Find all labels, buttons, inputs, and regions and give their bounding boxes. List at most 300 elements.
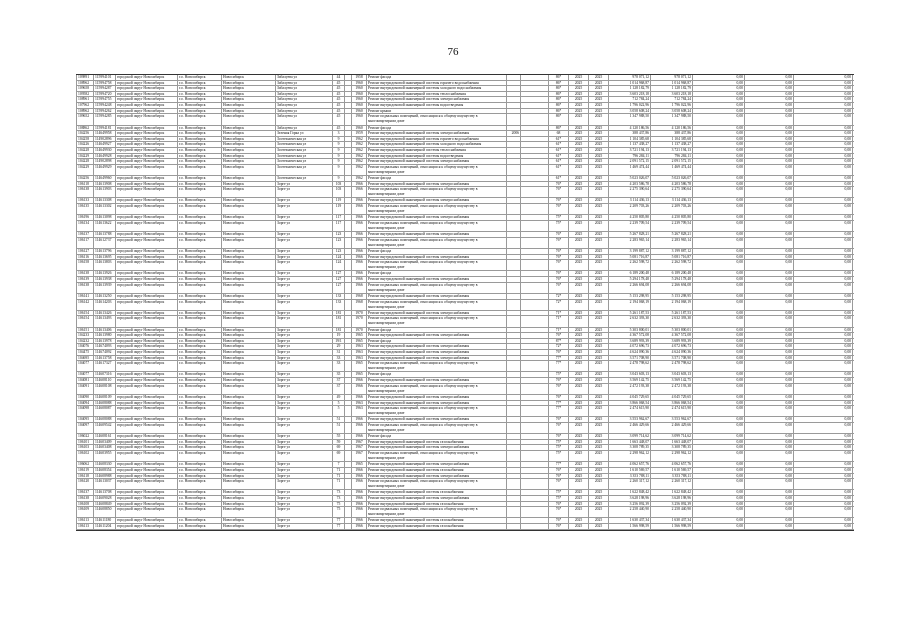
house-number-cell: 59: [333, 440, 345, 445]
blank-cell: [521, 468, 549, 473]
blank-cell: [345, 378, 352, 383]
end-year-cell: 2025: [589, 417, 609, 422]
work-type-cell: Ремонт подвальных помещений, относящихся к общему имуществу в многоквартирном доме: [367, 300, 507, 310]
house-code-cell: 114649929: [94, 165, 116, 175]
work-type-cell: Ремонт подвальных помещений, относящихся к общему имуществу в многоквартирном доме: [367, 187, 507, 197]
federal-funds-cell: 0,00: [693, 462, 745, 467]
municipality-cell: городской округ Новосибирск: [116, 215, 178, 220]
build-year-cell: 1962: [352, 159, 367, 164]
total-cost-cell: 3 256 092,39: [609, 502, 651, 507]
federal-funds-cell: 0,00: [693, 311, 745, 316]
local-funds-cell: 0,00: [794, 502, 853, 507]
house-code-cell: 115994758: [94, 81, 116, 86]
locality-cell: Новосибирск: [222, 148, 276, 153]
house-code-cell: 114611204: [94, 524, 116, 529]
overhaul-year-cell: [507, 333, 521, 338]
house-number-cell: 123: [333, 238, 345, 248]
regional-funds-cell: 0,00: [745, 187, 794, 197]
settlement-cell: г.о. Новосибирск: [178, 187, 222, 197]
local-funds-cell: 0,00: [794, 518, 853, 523]
street-cell: Зорге ул: [276, 328, 333, 333]
street-cell: Забалуева ул: [276, 114, 333, 124]
local-funds-cell: 0,00: [794, 406, 853, 416]
overhaul-year-cell: [507, 440, 521, 445]
table-row: [76, 479, 854, 490]
total-cost-cell: 5 081 716,87: [609, 255, 651, 260]
regional-funds-cell: 0,00: [745, 350, 794, 355]
work-type-cell: Ремонт внутридомовой инженерной системы холодного водоснабжения: [367, 86, 507, 91]
settlement-cell: г.о. Новосибирск: [178, 524, 222, 529]
record-id-cell: 106137: [76, 490, 94, 495]
fund-cost-cell: 3 603 218,18: [651, 92, 693, 97]
street-cell: Зорге ул: [276, 440, 333, 445]
overhaul-year-cell: [507, 187, 521, 197]
regional-funds-cell: 0,00: [745, 294, 794, 299]
locality-cell: Новосибирск: [222, 479, 276, 489]
fund-cost-cell: 2 239 709,54: [651, 221, 693, 231]
fund-cost-cell: 388 437,86: [651, 131, 693, 136]
locality-cell: Новосибирск: [222, 311, 276, 316]
municipality-cell: городской округ Новосибирск: [116, 344, 178, 349]
house-number-cell: 45: [333, 86, 345, 91]
blank-cell: [521, 507, 549, 517]
street-cell: Зорге ул: [276, 333, 333, 338]
locality-cell: Новосибирск: [222, 154, 276, 159]
blank-cell: [521, 328, 549, 333]
fund-cost-cell: 3 571 708,90: [651, 356, 693, 361]
work-type-cell: Ремонт подвальных помещений, относящихся к общему имуществу в многоквартирном доме: [367, 361, 507, 371]
federal-funds-cell: 0,00: [693, 378, 745, 383]
total-cost-cell: 2 239 709,54: [609, 221, 651, 231]
wear-cell: 76*: [549, 255, 569, 260]
wear-cell: 76*: [549, 204, 569, 214]
federal-funds-cell: 0,00: [693, 131, 745, 136]
local-funds-cell: 0,00: [794, 255, 853, 260]
end-year-cell: 2025: [589, 328, 609, 333]
regional-funds-cell: 0,00: [745, 440, 794, 445]
work-type-cell: Ремонт внутридомовой инженерной системы электроснабжения: [367, 311, 507, 316]
municipality-cell: городской округ Новосибирск: [116, 198, 178, 203]
blank-cell: [345, 401, 352, 406]
regional-funds-cell: 0,00: [745, 384, 794, 394]
house-code-cell: 115994720: [94, 92, 116, 97]
end-year-cell: 2025: [589, 260, 609, 270]
house-number-cell: 45: [333, 92, 345, 97]
fund-cost-cell: 1 566 998,59: [651, 524, 693, 529]
house-number-cell: 44: [333, 75, 345, 80]
fund-cost-cell: 2 260 317,12: [651, 479, 693, 489]
blank-cell: [345, 356, 352, 361]
record-id-cell: 106138: [76, 496, 94, 501]
build-year-cell: 1966: [352, 507, 367, 517]
overhaul-year-cell: [507, 395, 521, 400]
local-funds-cell: 0,00: [794, 126, 853, 131]
record-id-cell: 106113: [76, 524, 94, 529]
blank-cell: [345, 524, 352, 529]
total-cost-cell: 1 014 968,87: [609, 81, 651, 86]
overhaul-year-cell: [507, 176, 521, 181]
wear-cell: 86*: [549, 97, 569, 102]
overhaul-year-cell: [507, 75, 521, 80]
house-number-cell: 119: [333, 204, 345, 214]
settlement-cell: г.о. Новосибирск: [178, 114, 222, 124]
blank-cell: [345, 260, 352, 270]
work-type-cell: Ремонт фасада: [367, 126, 507, 131]
work-type-cell: Ремонт внутридомовой инженерной системы электроснабжения: [367, 395, 507, 400]
street-cell: Зоотехническая ул: [276, 154, 333, 159]
total-cost-cell: 1 137 438,27: [609, 142, 651, 147]
local-funds-cell: 0,00: [794, 294, 853, 299]
wear-cell: 75*: [549, 451, 569, 461]
house-number-cell: 45: [333, 109, 345, 114]
federal-funds-cell: 0,00: [693, 148, 745, 153]
blank-cell: [345, 328, 352, 333]
blank-cell: [345, 406, 352, 416]
local-funds-cell: 0,00: [794, 395, 853, 400]
total-cost-cell: 4 045 729,65: [609, 395, 651, 400]
blank-cell: [521, 401, 549, 406]
build-year-cell: 1967: [352, 440, 367, 445]
locality-cell: Новосибирск: [222, 339, 276, 344]
total-cost-cell: 2 283 965,14: [609, 238, 651, 248]
table-row: [76, 187, 854, 198]
build-year-cell: 1966: [352, 198, 367, 203]
settlement-cell: г.о. Новосибирск: [178, 395, 222, 400]
table-row: [76, 507, 854, 518]
federal-funds-cell: 0,00: [693, 406, 745, 416]
start-year-cell: 2025: [569, 328, 589, 333]
work-type-cell: Ремонт внутридомовой инженерной системы электроснабжения: [367, 97, 507, 102]
wear-cell: 86*: [549, 75, 569, 80]
regional-funds-cell: 0,00: [745, 103, 794, 108]
municipality-cell: городской округ Новосибирск: [116, 86, 178, 91]
locality-cell: Новосибирск: [222, 159, 276, 164]
build-year-cell: 1966: [352, 490, 367, 495]
house-code-cell: 114649958: [94, 131, 116, 136]
settlement-cell: г.о. Новосибирск: [178, 277, 222, 282]
blank-cell: [521, 294, 549, 299]
local-funds-cell: 0,00: [794, 490, 853, 495]
record-id-cell: 106118: [76, 182, 94, 187]
locality-cell: Новосибирск: [222, 350, 276, 355]
total-cost-cell: 2 258 440,90: [609, 507, 651, 517]
regional-funds-cell: 0,00: [745, 502, 794, 507]
wear-cell: 87*: [549, 339, 569, 344]
local-funds-cell: 0,00: [794, 198, 853, 203]
house-number-cell: 7: [333, 462, 345, 467]
total-cost-cell: 978 071,12: [609, 75, 651, 80]
record-id-cell: 104095: [76, 417, 94, 422]
local-funds-cell: 0,00: [794, 204, 853, 214]
locality-cell: Новосибирск: [222, 423, 276, 433]
house-code-cell: 114614203: [94, 300, 116, 310]
municipality-cell: городской округ Новосибирск: [116, 97, 178, 102]
fund-cost-cell: 3 689 993,39: [651, 339, 693, 344]
locality-cell: Новосибирск: [222, 300, 276, 310]
start-year-cell: 2025: [569, 401, 589, 406]
settlement-cell: г.о. Новосибирск: [178, 361, 222, 371]
regional-funds-cell: 0,00: [745, 232, 794, 237]
municipality-cell: городской округ Новосибирск: [116, 496, 178, 501]
street-cell: Забалуева ул: [276, 81, 333, 86]
house-number-cell: 71: [333, 479, 345, 489]
house-code-cell: 114609028: [94, 496, 116, 501]
work-type-cell: Ремонт внутридомовой инженерной системы электроснабжения: [367, 417, 507, 422]
record-id-cell: 104076: [76, 344, 94, 349]
end-year-cell: 2025: [589, 378, 609, 383]
work-type-cell: Ремонт подвальных помещений, относящихся к общему имуществу в многоквартирном доме: [367, 406, 507, 416]
local-funds-cell: 0,00: [794, 311, 853, 316]
blank-cell: [521, 395, 549, 400]
record-id-cell: 106138: [76, 283, 94, 293]
build-year-cell: 1963: [352, 401, 367, 406]
build-year-cell: 1966: [352, 496, 367, 501]
record-id-cell: 106138: [76, 271, 94, 276]
federal-funds-cell: 0,00: [693, 109, 745, 114]
blank-cell: [345, 221, 352, 231]
start-year-cell: 2025: [569, 316, 589, 326]
house-number-cell: 103: [333, 182, 345, 187]
blank-cell: [521, 451, 549, 461]
end-year-cell: 2025: [589, 271, 609, 276]
table-row: [76, 283, 854, 294]
federal-funds-cell: 0,00: [693, 451, 745, 461]
local-funds-cell: 0,00: [794, 524, 853, 529]
record-id-cell: 106022: [76, 434, 94, 439]
blank-cell: [345, 131, 352, 136]
local-funds-cell: 0,00: [794, 356, 853, 361]
street-cell: Зорге ул: [276, 496, 333, 501]
work-type-cell: Ремонт фасада: [367, 434, 507, 439]
start-year-cell: 2025: [569, 474, 589, 479]
blank-cell: [521, 75, 549, 80]
street-cell: Зорге ул: [276, 401, 333, 406]
start-year-cell: 2025: [569, 434, 589, 439]
wear-cell: 76*: [549, 350, 569, 355]
street-cell: Зоотехническая ул: [276, 142, 333, 147]
settlement-cell: г.о. Новосибирск: [178, 518, 222, 523]
build-year-cell: 1966: [352, 249, 367, 254]
federal-funds-cell: 0,00: [693, 294, 745, 299]
locality-cell: Новосибирск: [222, 92, 276, 97]
work-type-cell: Ремонт фасада: [367, 249, 507, 254]
local-funds-cell: 0,00: [794, 423, 853, 433]
build-year-cell: 1967: [352, 445, 367, 450]
locality-cell: Новосибирск: [222, 249, 276, 254]
work-type-cell: Ремонт внутридомовой инженерной системы горячего водоснабжения: [367, 137, 507, 142]
street-cell: Зорге ул: [276, 462, 333, 467]
blank-cell: [521, 490, 549, 495]
wear-cell: 86*: [549, 86, 569, 91]
street-cell: Забалуева ул: [276, 92, 333, 97]
blank-cell: [521, 344, 549, 349]
blank-cell: [521, 423, 549, 433]
municipality-cell: городской округ Новосибирск: [116, 378, 178, 383]
overhaul-year-cell: [507, 316, 521, 326]
end-year-cell: 2025: [589, 339, 609, 344]
municipality-cell: городской округ Новосибирск: [116, 204, 178, 214]
house-code-cell: 114674093: [94, 344, 116, 349]
work-type-cell: Ремонт подвальных помещений, относящихся к общему имуществу в многоквартирном доме: [367, 479, 507, 489]
total-cost-cell: 796 284,11: [609, 154, 651, 159]
blank-cell: [521, 198, 549, 203]
local-funds-cell: 0,00: [794, 328, 853, 333]
fund-cost-cell: 712 784,24: [651, 97, 693, 102]
street-cell: Зорге ул: [276, 445, 333, 450]
blank-cell: [345, 204, 352, 214]
settlement-cell: г.о. Новосибирск: [178, 255, 222, 260]
page-number: 76: [447, 46, 459, 58]
municipality-cell: городской округ Новосибирск: [116, 154, 178, 159]
regional-funds-cell: 0,00: [745, 344, 794, 349]
street-cell: Зорге ул: [276, 260, 333, 270]
wear-cell: 61*: [549, 148, 569, 153]
overhaul-year-cell: [507, 260, 521, 270]
build-year-cell: 1960: [352, 97, 367, 102]
municipality-cell: городской округ Новосибирск: [116, 518, 178, 523]
house-code-cell: 114613908: [94, 182, 116, 187]
overhaul-year-cell: [507, 142, 521, 147]
record-id-cell: 109658: [76, 86, 94, 91]
street-cell: Зорге ул: [276, 474, 333, 479]
end-year-cell: 2025: [589, 294, 609, 299]
overhaul-year-cell: [507, 507, 521, 517]
federal-funds-cell: 0,00: [693, 249, 745, 254]
overhaul-year-cell: [507, 417, 521, 422]
locality-cell: Новосибирск: [222, 215, 276, 220]
blank-cell: [345, 283, 352, 293]
street-cell: Зорге ул: [276, 451, 333, 461]
build-year-cell: 1960: [352, 92, 367, 97]
house-code-cell: 114608108: [94, 384, 116, 394]
blank-cell: [521, 417, 549, 422]
locality-cell: Новосибирск: [222, 361, 276, 371]
locality-cell: Новосибирск: [222, 356, 276, 361]
start-year-cell: 2025: [569, 479, 589, 489]
record-id-cell: 104097: [76, 423, 94, 433]
work-type-cell: Ремонт крыши: [367, 109, 507, 114]
regional-funds-cell: 0,00: [745, 518, 794, 523]
end-year-cell: 2025: [589, 479, 609, 489]
total-cost-cell: 1 622 848,42: [609, 490, 651, 495]
regional-funds-cell: 0,00: [745, 271, 794, 276]
fund-cost-cell: 1 014 968,87: [651, 81, 693, 86]
municipality-cell: городской округ Новосибирск: [116, 232, 178, 237]
settlement-cell: г.о. Новосибирск: [178, 507, 222, 517]
locality-cell: Новосибирск: [222, 462, 276, 467]
street-cell: Зорге ул: [276, 339, 333, 344]
house-code-cell: 114603955: [94, 451, 116, 461]
blank-cell: [345, 395, 352, 400]
wear-cell: 76*: [549, 474, 569, 479]
blank-cell: [345, 372, 352, 377]
wear-cell: 86*: [549, 92, 569, 97]
federal-funds-cell: 0,00: [693, 496, 745, 501]
federal-funds-cell: 0,00: [693, 92, 745, 97]
blank-cell: [521, 215, 549, 220]
wear-cell: 77*: [549, 401, 569, 406]
end-year-cell: 2025: [589, 255, 609, 260]
start-year-cell: 2025: [569, 406, 589, 416]
federal-funds-cell: 0,00: [693, 507, 745, 517]
fund-cost-cell: 1 137 438,27: [651, 142, 693, 147]
settlement-cell: г.о. Новосибирск: [178, 198, 222, 203]
street-cell: Зорге ул: [276, 283, 333, 293]
blank-cell: [345, 339, 352, 344]
total-cost-cell: 2 466 429,66: [609, 423, 651, 433]
municipality-cell: городской округ Новосибирск: [116, 451, 178, 461]
house-number-cell: 73: [333, 490, 345, 495]
total-cost-cell: 4 072 696,73: [609, 344, 651, 349]
settlement-cell: г.о. Новосибирск: [178, 126, 222, 131]
street-cell: Зорге ул: [276, 372, 333, 377]
blank-cell: [521, 283, 549, 293]
overhaul-year-cell: [507, 479, 521, 489]
work-type-cell: Ремонт внутридомовой инженерной системы газоснабжения: [367, 468, 507, 473]
blank-cell: [521, 333, 549, 338]
house-number-cell: 45: [333, 126, 345, 131]
build-year-cell: 1967: [352, 451, 367, 461]
regional-funds-cell: 0,00: [745, 182, 794, 187]
municipality-cell: городской округ Новосибирск: [116, 260, 178, 270]
house-code-cell: 114603408: [94, 445, 116, 450]
street-cell: Зорге ул: [276, 524, 333, 529]
fund-cost-cell: 796 284,11: [651, 154, 693, 159]
start-year-cell: 2025: [569, 502, 589, 507]
house-number-cell: 181: [333, 311, 345, 316]
start-year-cell: 2025: [569, 198, 589, 203]
house-number-cell: 51: [333, 423, 345, 433]
wear-cell: 76*: [549, 238, 569, 248]
house-code-cell: 114613978: [94, 339, 116, 344]
blank-cell: [345, 255, 352, 260]
build-year-cell: 1962: [352, 137, 367, 142]
house-code-cell: 114613803: [94, 260, 116, 270]
street-cell: Зорге ул: [276, 204, 333, 214]
table-row: [76, 423, 854, 434]
blank-cell: [521, 474, 549, 479]
regional-funds-cell: 0,00: [745, 507, 794, 517]
municipality-cell: городской округ Новосибирск: [116, 182, 178, 187]
overhaul-year-cell: [507, 496, 521, 501]
overhaul-year-cell: [507, 249, 521, 254]
settlement-cell: г.о. Новосибирск: [178, 294, 222, 299]
record-id-cell: 104475: [76, 350, 94, 355]
wear-cell: 75*: [549, 445, 569, 450]
wear-cell: 61*: [549, 154, 569, 159]
table-row: [76, 204, 854, 215]
record-id-cell: 104091: [76, 384, 94, 394]
settlement-cell: г.о. Новосибирск: [178, 204, 222, 214]
wear-cell: 76*: [549, 249, 569, 254]
record-id-cell: 106141: [76, 294, 94, 299]
wear-cell: 76*: [549, 333, 569, 338]
build-year-cell: 1966: [352, 271, 367, 276]
fund-cost-cell: 3 569 142,75: [651, 378, 693, 383]
total-cost-cell: 3 099 714,62: [609, 434, 651, 439]
fund-cost-cell: 3 099 714,62: [651, 434, 693, 439]
house-number-cell: 9: [333, 137, 345, 142]
fund-cost-cell: 1 796 022,96: [651, 103, 693, 108]
fund-cost-cell: 3 114 436,13: [651, 198, 693, 203]
end-year-cell: 2025: [589, 198, 609, 203]
regional-funds-cell: 0,00: [745, 137, 794, 142]
federal-funds-cell: 0,00: [693, 159, 745, 164]
record-id-cell: 106108: [76, 502, 94, 507]
end-year-cell: 2025: [589, 344, 609, 349]
record-id-cell: 108962: [76, 109, 94, 114]
overhaul-year-cell: [507, 232, 521, 237]
